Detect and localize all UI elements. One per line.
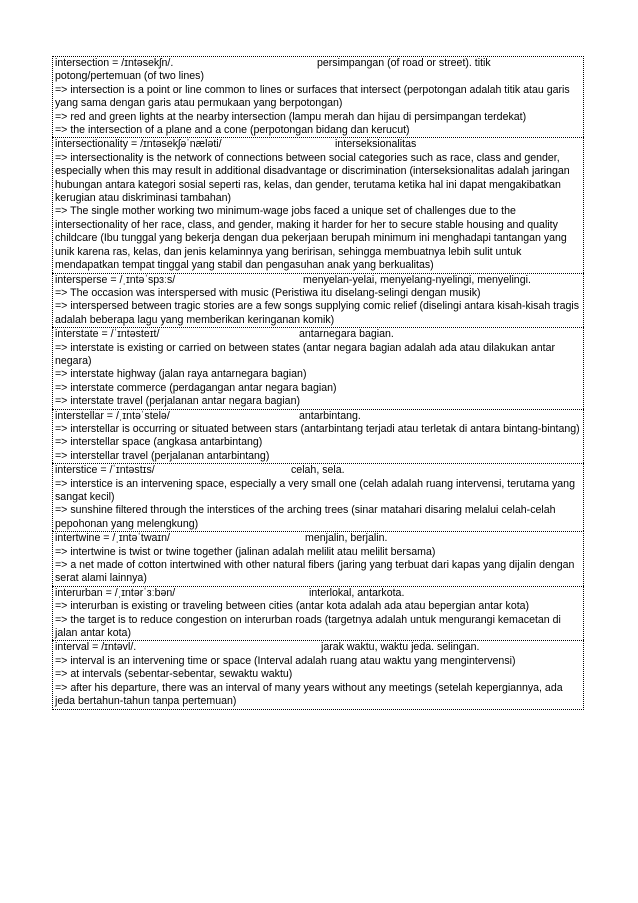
entry-gloss: celah, sela. bbox=[291, 464, 345, 477]
entry-line: => interstate commerce (perdagangan antar negara bagian) bbox=[55, 381, 337, 394]
entry-line: => The single mother working two minimum-wage jobs faced a unique set of challenges due to the intersectionality of her race, class, and gender, making it harder for her to secure stable housing and quality childcare (Ibu tunggal yang bekerja dengan dua pekerjaan berupah minimum ini menghadapi tantangan yang unik karena ras, kelas, dan jenis kelaminnya yang beririsan, sehingga membuatnya lebih sulit untuk mendapatkan tempat tinggal yang stabil dan pengasuhan anak yang berkualitas) bbox=[55, 205, 567, 272]
entry-term: intersectionality = /ɪntəsekʃəˈnæləti/ bbox=[55, 138, 222, 151]
entry-line: => interurban is existing or traveling between cities (antar kota adalah ada atau bepergian antar kota) bbox=[55, 600, 530, 613]
entry bbox=[52, 409, 584, 464]
entry-line: => interstate highway (jalan raya antarnegara bagian) bbox=[55, 368, 307, 381]
entry-gloss: jarak waktu, waktu jeda. selingan. bbox=[321, 641, 480, 654]
entry-line: => intertwine is twist or twine together (jalinan adalah melilit atau melilit bersama) bbox=[55, 545, 436, 558]
entry-headline bbox=[55, 464, 581, 477]
entry-term: interurban = /ˌɪntərˈɜːbən/ bbox=[55, 586, 176, 599]
entry-gloss: persimpangan (of road or street). titik bbox=[317, 57, 491, 69]
entry-term: interstate = /ˈɪntəsteɪt/ bbox=[55, 328, 160, 341]
entry-gloss: menjalin, berjalin. bbox=[305, 532, 388, 545]
entry-term: intersperse = /ˌɪntəˈspɜːs/ bbox=[55, 273, 176, 286]
entry-line: => interstellar travel (perjalanan antarbintang) bbox=[55, 449, 270, 462]
entry-term: interval = /ɪntəvl/. bbox=[55, 641, 137, 654]
entry-gloss: antarnegara bagian. bbox=[299, 328, 394, 341]
entry-line: => the target is to reduce congestion on interurban roads (targetnya adalah untuk mengurangi kemacetan di jalan antar kota) bbox=[55, 613, 561, 640]
entry-gloss: interseksionalitas bbox=[335, 138, 417, 151]
entry bbox=[52, 463, 584, 531]
entry-headline bbox=[55, 274, 581, 287]
entry-headline bbox=[55, 641, 581, 654]
entry bbox=[52, 137, 584, 272]
entry-gloss: menyelan-yelai, menyelang-nyelingi, menyelingi. bbox=[303, 273, 531, 286]
entry bbox=[52, 273, 584, 328]
entry-term: interstellar = /ˌɪntəˈstelə/ bbox=[55, 409, 170, 422]
entry-line: => The occasion was interspersed with music (Peristiwa itu diselang-selingi dengan musik) bbox=[55, 286, 481, 299]
entry-headline bbox=[55, 138, 581, 151]
entry-line: => intersection is a point or line common to lines or surfaces that intersect (perpotongan adalah titik atau garis yang sama dengan garis atau permukaan yang berpotongan) bbox=[55, 83, 570, 110]
entry-gloss: interlokal, antarkota. bbox=[309, 586, 405, 599]
entry bbox=[52, 56, 584, 137]
entry-line: potong/pertemuan (of two lines) bbox=[55, 70, 204, 83]
entry-gloss: antarbintang. bbox=[299, 409, 361, 422]
entry-line: => interstellar is occurring or situated between stars (antarbintang terjadi atau terletak di antara bintang-bintang) bbox=[55, 422, 580, 435]
entry-line: => sunshine filtered through the interstices of the arching trees (sinar matahari disaring melalui celah-celah pepohonan yang melengkung) bbox=[55, 504, 556, 530]
entry-term: intersection = /ɪntəsekʃn/. bbox=[55, 57, 174, 69]
entry-line: => red and green lights at the nearby intersection (lampu merah dan hijau di persimpangan terdekat) bbox=[55, 110, 527, 123]
entry-term: interstice = /ˈɪntəstɪs/ bbox=[55, 464, 155, 477]
entry-line: => interval is an intervening time or space (Interval adalah ruang atau waktu yang mengintervensi) bbox=[55, 654, 516, 667]
entry-line: => a net made of cotton intertwined with other natural fibers (jaring yang terbuat dari kapas yang dijalin dengan serat alami lainnya) bbox=[55, 559, 575, 585]
entry-line: => interstate is existing or carried on between states (antar negara bagian adalah ada atau dilakukan antar negara) bbox=[55, 341, 555, 367]
entry bbox=[52, 531, 584, 586]
entry-headline bbox=[55, 328, 581, 341]
entry-line: => at intervals (sebentar-sebentar, sewaktu waktu) bbox=[55, 668, 293, 681]
entry bbox=[52, 586, 584, 641]
entry-line: => interstice is an intervening space, especially a very small one (celah adalah ruang intervensi, terutama yang sangat kecil) bbox=[55, 477, 575, 503]
entry-headline bbox=[55, 57, 581, 70]
entry-headline bbox=[55, 410, 581, 423]
entry-headline bbox=[55, 532, 581, 545]
entry-line: => intersectionality is the network of connections between social categories such as race, class and gender, especially when this may result in additional disadvantage or discrimination (interseksionalitas adalah jaringan hubungan antara kategori sosial seperti ras, kelas, dan gender, terutama ketika hal ini dapat mengakibatkan kerugian atau diskriminasi tambahan) bbox=[55, 151, 570, 205]
entry-line: => after his departure, there was an interval of many years without any meetings (setelah kepergiannya, ada jeda bertahun-tahun tanpa pertemuan) bbox=[55, 681, 563, 708]
entry bbox=[52, 640, 584, 709]
vocabulary-list bbox=[52, 56, 584, 710]
entry-line: => interstate travel (perjalanan antar negara bagian) bbox=[55, 395, 300, 408]
entry-line: => the intersection of a plane and a cone (perpotongan bidang dan kerucut) bbox=[55, 124, 410, 137]
entry-line: => interstellar space (angkasa antarbintang) bbox=[55, 436, 263, 449]
entry-line: => interspersed between tragic stories are a few songs supplying comic relief (diselingi antara kisah-kisah tragis adalah beberapa lagu yang memberikan keringanan komik) bbox=[55, 300, 580, 326]
entry-headline bbox=[55, 587, 581, 600]
entry-term: intertwine = /ˌɪntəˈtwaɪn/ bbox=[55, 532, 171, 545]
entry bbox=[52, 327, 584, 408]
